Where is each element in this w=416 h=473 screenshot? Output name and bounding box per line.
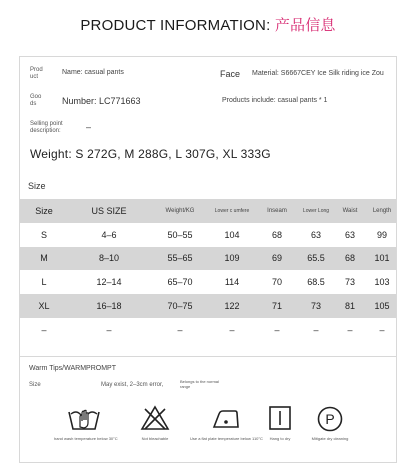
table-cell: – xyxy=(177,324,183,335)
table-cell: 101 xyxy=(368,247,396,271)
table-cell: 109 xyxy=(210,247,254,271)
table-row xyxy=(20,294,396,318)
table-row xyxy=(20,223,396,247)
table-cell: 104 xyxy=(224,229,240,240)
table-cell: 105 xyxy=(368,294,396,318)
table-cell: 71 xyxy=(254,294,300,318)
table-cell: 65–70 xyxy=(167,277,193,288)
care-label: Not bleachable xyxy=(141,436,169,441)
svg-text:P: P xyxy=(325,411,335,427)
col-header-lower-long: Lower Long xyxy=(300,199,332,223)
table-cell: M xyxy=(20,247,68,271)
table-row xyxy=(20,318,396,342)
care-item-dry-clean xyxy=(300,405,360,441)
product-name-label: Prod uct xyxy=(30,67,43,80)
title-english: PRODUCT INFORMATION: xyxy=(80,17,271,34)
product-name: Name: casual pants xyxy=(62,69,124,76)
col-header-inseam: Inseam xyxy=(254,199,300,223)
col-header-length: Length xyxy=(368,199,396,223)
col-header-waist: Waist xyxy=(332,199,368,223)
table-cell: L xyxy=(41,277,47,288)
size-section-label: Size xyxy=(28,181,46,191)
table-cell: 99 xyxy=(376,229,387,240)
table-cell: 68.5 xyxy=(307,277,325,288)
care-label: hand wash temperature below 30°C xyxy=(54,436,118,441)
table-cell: – xyxy=(313,324,319,335)
table-cell: S xyxy=(40,229,47,240)
table-header-row xyxy=(20,199,396,223)
table-cell: 12–14 xyxy=(96,277,122,288)
table-cell: 68 xyxy=(332,247,368,271)
table-cell: – xyxy=(274,324,280,335)
col-header-lower-circumference: Lower c umfere xyxy=(210,199,254,223)
care-label: Hang to dry xyxy=(269,436,291,441)
care-label: Use a flat plate temperature below 110°C xyxy=(190,436,263,441)
table-cell: 69 xyxy=(254,247,300,271)
table-cell: 50–55 xyxy=(167,229,193,240)
no-bleach-icon xyxy=(140,405,170,431)
table-cell: 70 xyxy=(271,277,282,288)
table-cell: – xyxy=(347,324,353,335)
table-cell: 4–6 xyxy=(101,229,117,240)
table-cell: 16–18 xyxy=(68,294,150,318)
care-item-hand-wash xyxy=(54,405,118,441)
table-cell: 68 xyxy=(271,229,282,240)
weight-line: Weight: S 272G, M 288G, L 307G, XL 333G xyxy=(30,147,271,161)
table-cell: 63 xyxy=(344,229,355,240)
warm-tips-title: Warm Tips/WARMPROMPT xyxy=(29,365,116,372)
iron-low-icon xyxy=(211,405,241,431)
product-material: Material: S6667CEY Ice Silk riding ice Zou xyxy=(252,70,384,77)
table-row xyxy=(20,247,396,271)
table-cell: 70–75 xyxy=(150,294,210,318)
page-title xyxy=(0,14,416,35)
table-cell: – xyxy=(41,324,47,335)
table-cell: – xyxy=(106,324,112,335)
table-cell: 81 xyxy=(332,294,368,318)
table-cell: 122 xyxy=(210,294,254,318)
goods-number-label: Goo ds xyxy=(30,94,42,107)
selling-point-label: Selling point description: xyxy=(30,121,63,134)
table-cell: 73 xyxy=(300,294,332,318)
table-cell: 63 xyxy=(310,229,321,240)
dry-clean-icon xyxy=(316,405,344,433)
care-label: Mitigate dry cleaning xyxy=(311,436,349,441)
table-cell: – xyxy=(229,324,235,335)
care-item-no-bleach xyxy=(125,405,185,441)
table-cell: – xyxy=(379,324,385,335)
face-label: Face xyxy=(220,69,241,79)
tips-size-label: Size xyxy=(29,382,41,388)
tips-side-note: Belongs to the normal range xyxy=(180,379,219,389)
table-cell: 8–10 xyxy=(68,247,150,271)
col-header-us-size: US SIZE xyxy=(68,199,150,223)
hang-dry-icon xyxy=(267,405,293,431)
size-table xyxy=(20,199,396,342)
table-row xyxy=(20,270,396,294)
tips-error-note: May exist, 2–3cm error, xyxy=(101,382,164,388)
table-cell: 103 xyxy=(374,277,390,288)
hand-wash-icon xyxy=(67,405,101,431)
table-cell: XL xyxy=(20,294,68,318)
table-cell: 65.5 xyxy=(300,247,332,271)
goods-number: Number: LC771663 xyxy=(62,96,141,106)
table-cell: 114 xyxy=(224,277,240,288)
col-header-size: Size xyxy=(20,199,68,223)
title-chinese: 产品信息 xyxy=(274,17,336,34)
col-header-weight: Weight/KG xyxy=(150,199,210,223)
selling-point-value: – xyxy=(86,122,92,132)
table-cell: 55–65 xyxy=(150,247,210,271)
table-cell: 73 xyxy=(344,277,355,288)
product-includes: Products include: casual pants * 1 xyxy=(222,97,328,104)
